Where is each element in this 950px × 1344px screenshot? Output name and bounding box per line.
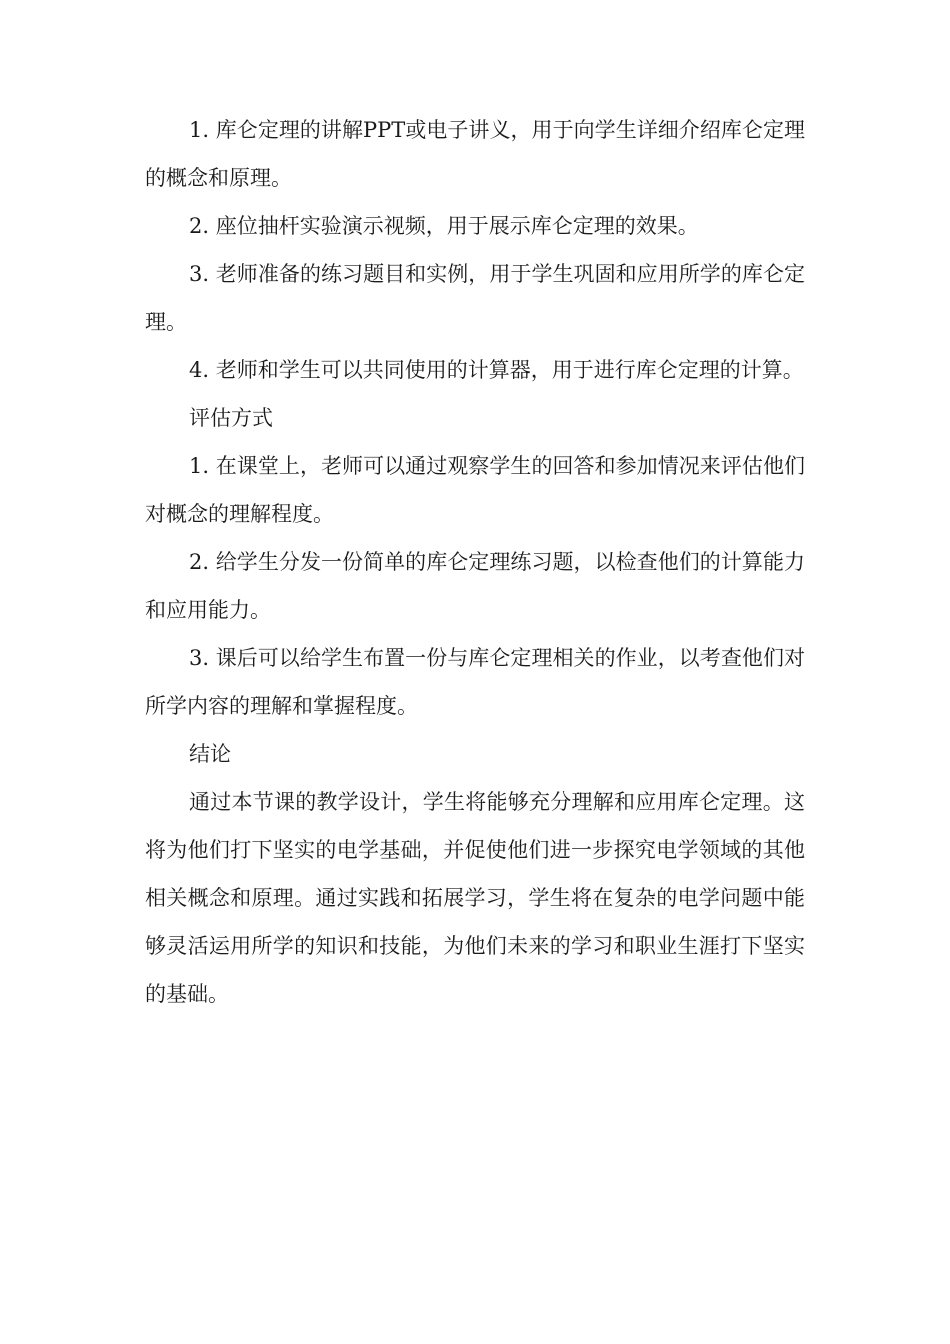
resource-item-2: 2. 座位抽杆实验演示视频，用于展示库仑定理的效果。 xyxy=(189,214,699,238)
document-body xyxy=(145,106,805,1018)
resource-item-4: 4. 老师和学生可以共同使用的计算器，用于进行库仑定理的计算。 xyxy=(189,358,804,382)
evaluation-item-2: 2. 给学生分发一份简单的库仑定理练习题，以检查他们的计算能力和应用能力。 xyxy=(145,550,805,622)
evaluation-item-1: 1. 在课堂上，老师可以通过观察学生的回答和参加情况来评估他们对概念的理解程度。 xyxy=(145,454,805,526)
evaluation-item-3: 3. 课后可以给学生布置一份与库仑定理相关的作业，以考查他们对所学内容的理解和掌握程度。 xyxy=(145,646,805,718)
section-heading-evaluation: 评估方式 xyxy=(189,406,273,430)
resource-item-1: 1. 库仑定理的讲解PPT或电子讲义，用于向学生详细介绍库仑定理的概念和原理。 xyxy=(145,118,805,190)
section-heading-conclusion: 结论 xyxy=(189,742,231,766)
conclusion-paragraph: 通过本节课的教学设计，学生将能够充分理解和应用库仑定理。这将为他们打下坚实的电学基础，并促使他们进一步探究电学领域的其他相关概念和原理。通过实践和拓展学习，学生将在复杂的电学问题中能够灵活运用所学的知识和技能，为他们未来的学习和职业生涯打下坚实的基础。 xyxy=(145,790,805,1006)
resource-item-3: 3. 老师准备的练习题目和实例，用于学生巩固和应用所学的库仑定理。 xyxy=(145,262,805,334)
